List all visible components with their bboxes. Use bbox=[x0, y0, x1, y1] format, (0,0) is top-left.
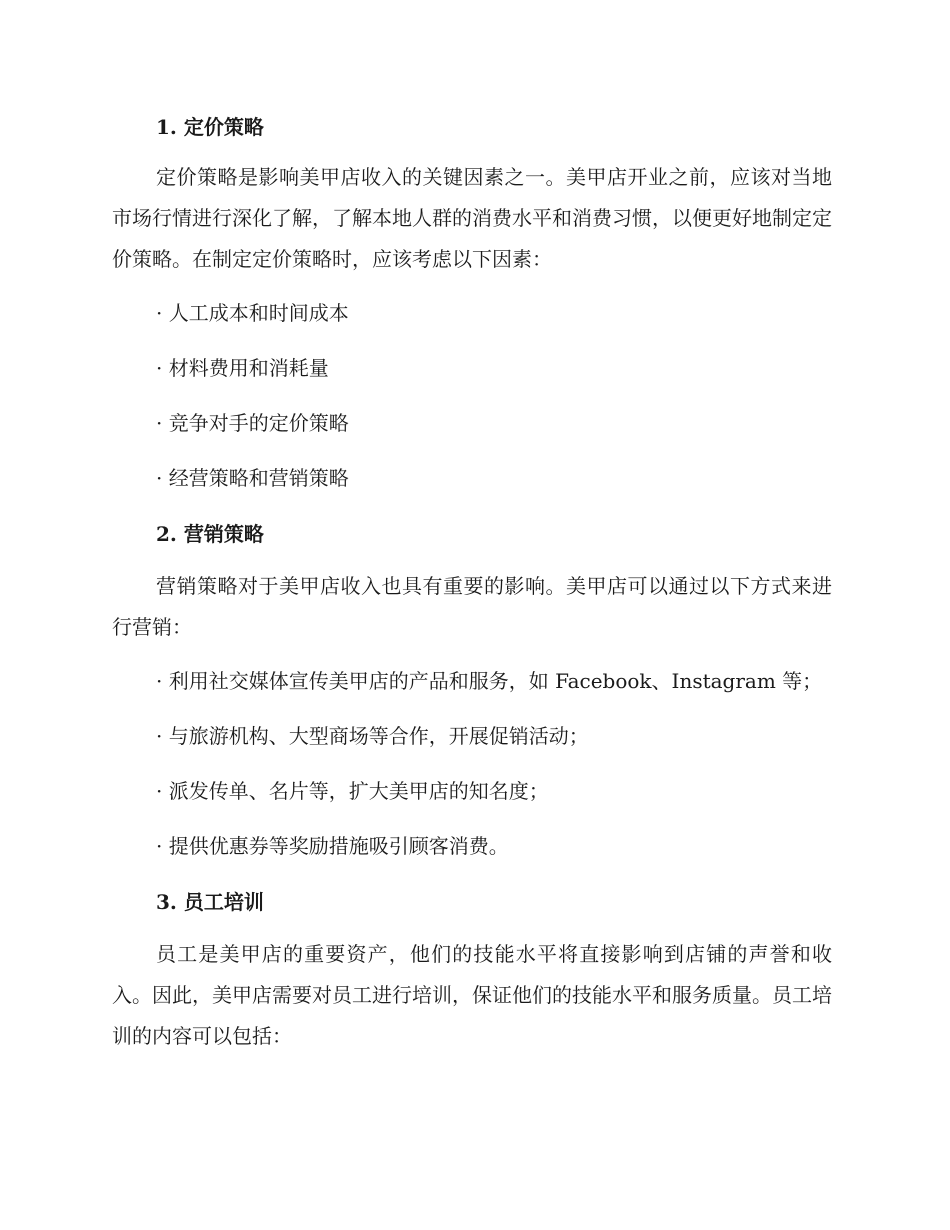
section-heading-pricing: 1. 定价策略 bbox=[156, 115, 264, 139]
bullet-item: · 与旅游机构、大型商场等合作，开展促销活动； bbox=[156, 724, 589, 748]
section-paragraph-marketing: 营销策略对于美甲店收入也具有重要的影响。美甲店可以通过以下方式来进行营销： bbox=[112, 574, 832, 639]
bullet-item: · 提供优惠券等奖励措施吸引顾客消费。 bbox=[156, 834, 509, 858]
bullet-item: · 材料费用和消耗量 bbox=[156, 356, 329, 380]
section-paragraph-pricing: 定价策略是影响美甲店收入的关键因素之一。美甲店开业之前，应该对当地市场行情进行深化了解，了解本地人群的消费水平和消费习惯，以便更好地制定定价策略。在制定定价策略时，应该考虑以下因素： bbox=[112, 165, 832, 271]
bullet-item: · 竞争对手的定价策略 bbox=[156, 411, 349, 435]
bullet-item: · 经营策略和营销策略 bbox=[156, 466, 349, 490]
section-heading-training: 3. 员工培训 bbox=[156, 890, 264, 914]
section-heading-marketing: 2. 营销策略 bbox=[156, 522, 264, 546]
document-page bbox=[112, 108, 832, 1057]
bullet-item: · 利用社交媒体宣传美甲店的产品和服务，如 Facebook、Instagram 等； bbox=[156, 669, 823, 693]
section-paragraph-training: 员工是美甲店的重要资产，他们的技能水平将直接影响到店铺的声誉和收入。因此，美甲店需要对员工进行培训，保证他们的技能水平和服务质量。员工培训的内容可以包括： bbox=[112, 942, 832, 1048]
bullet-item: · 派发传单、名片等，扩大美甲店的知名度； bbox=[156, 779, 549, 803]
bullet-item: · 人工成本和时间成本 bbox=[156, 301, 349, 325]
